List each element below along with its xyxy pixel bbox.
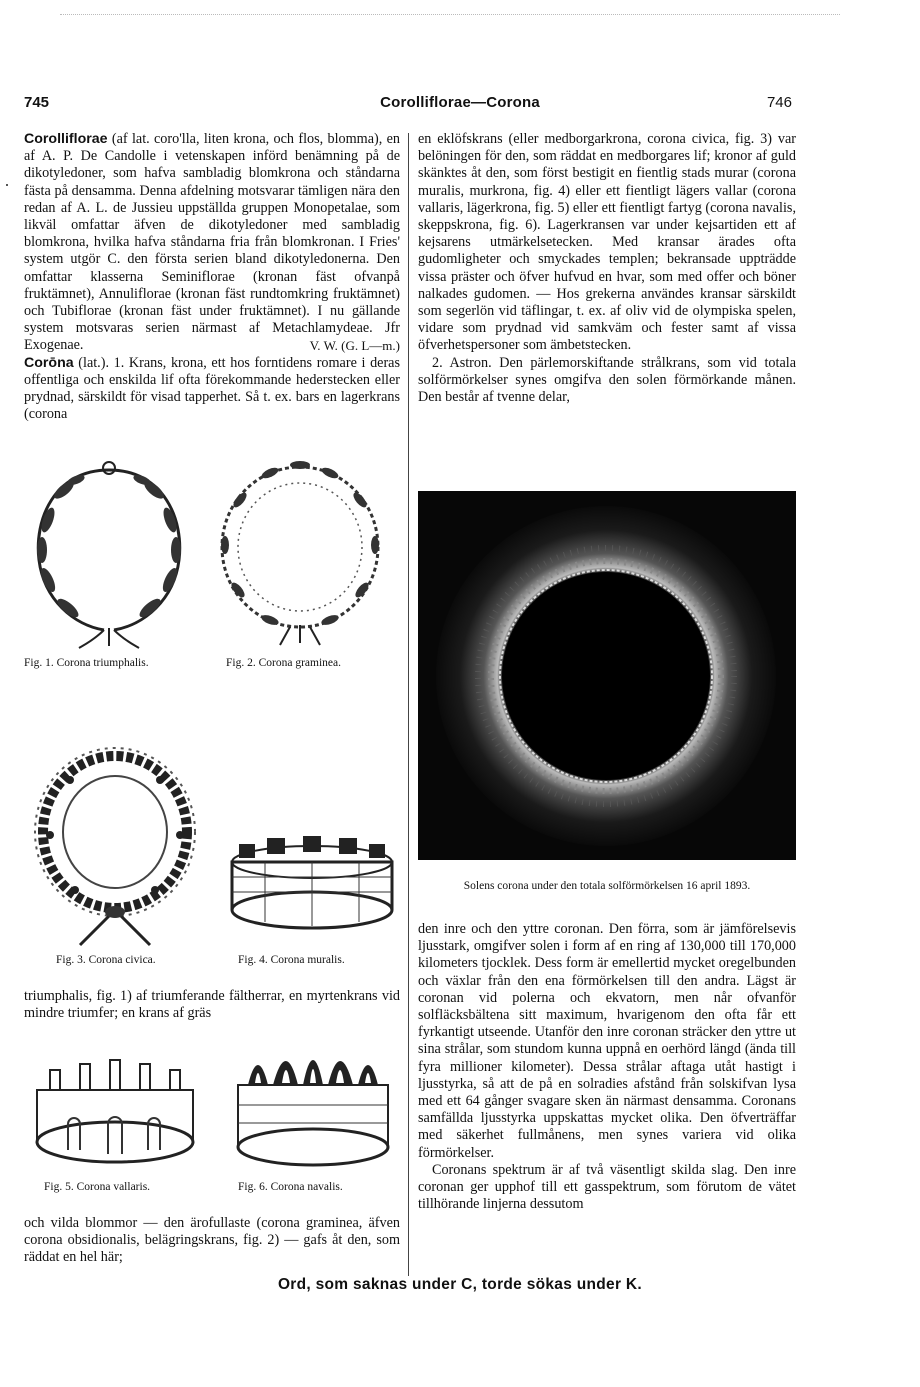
figure-corona-vallaris: [30, 1050, 200, 1170]
scan-speck: [6, 184, 8, 186]
author-signature: V. W. (G. L—m.): [309, 338, 400, 354]
entry-corona-graminea: [24, 1215, 400, 1267]
entry-text-spectrum: Coronans spektrum är af två väsentligt skilda slag. Den inre coronan ger upphof till ett gasspektrum, som förutom de vätet tillhörande linjerna dessutom: [418, 1161, 796, 1213]
entry-term: Corōna: [24, 354, 74, 371]
caption-fig2: Fig. 2. Corona graminea.: [226, 657, 341, 669]
entry-corolliflorae: [24, 131, 400, 423]
entry-text: (lat.). 1. Krans, krona, ett hos forntidens romare i deras offentliga och enskilda lif ofta förekommande hederstecken eller prydnad, särskildt för visad tapperhet. Så t. ex. bars en lagerkrans (corona: [24, 354, 400, 423]
figure-corona-triumphalis: [24, 450, 194, 650]
caption-fig1: Fig. 1. Corona triumphalis.: [24, 657, 149, 669]
caption-fig6: Fig. 6. Corona navalis.: [238, 1181, 343, 1193]
entry-corona-right-bottom: [418, 921, 796, 1213]
page-footer-note: Ord, som saknas under C, torde sökas under K.: [277, 1276, 643, 1293]
entry-corona-right-top: [418, 131, 796, 406]
entry-text: en eklöfskrans (eller medborgarkrona, corona civica, fig. 3) var belöningen för den, som räddat en medborgares lif; kronor af guld skänktes åt den, som först bestigit en fientlig stads murar (corona muralis, murkrona, fig. 4) eller ett fientligt lägers vallar (corona vallaris, lägerkrona, fig. 5) eller ett fientligt fartyg (corona navalis, skeppskrona, fig. 6). Lagerkransen var under kejsartiden ett af kejsarens utmärkelsetecken. Med kransar ärades ofta gudomligheter och smyckades templen; bekransade uppträdde vissa präster och öfver hufvud en hvar, som med offer och böner nalkades gudomen. — Hos grekerna användes kransar särskildt som segerlön vid täflingar, t. ex. af oliv vid de olympiska spelen, vidare som prydnad vid samkväm och fester samt af vissa öfverhetspersoner som ämbetstecken.: [418, 131, 796, 354]
entry-term: Corolliflorae: [24, 131, 108, 147]
figure-corona-muralis: [225, 822, 400, 942]
left-page-number: 745: [24, 94, 50, 111]
eclipse-photograph: [418, 491, 796, 860]
caption-fig4: Fig. 4. Corona muralis.: [238, 954, 345, 966]
figure-corona-navalis: [228, 1035, 398, 1175]
figure-corona-civica: [30, 740, 200, 950]
entry-text: (af lat. coro'lla, liten krona, och flos, blomma), en af A. P. De Candolle i vetenskapen införd benämning på de dikotyledoner, som hafva sambladig blomkrona och ståndarna fästa på densamma. Denna afdelning motsvarar tämligen nära den redan af A. L. de Jussieu uppställda gruppen Monopetalae, som likväl omfattar äfven de dikotyledoner med sambladig blomkrona, hvilka hafva ståndarna fria från blomkronan. I Fries' system utgör C. den första serien bland dikotyledonerna. Den omfattar klasserna Seminiflorae (kronan fäst ofvanpå fruktämnet), Annuliflorae (kronan fäst rundtomkring fruktämnet) och Tubiflorae (kronan fäst under fruktämnet). I nu gällande system motsvaras serien närmast af Metachlamydeae. Jfr Exogenae.: [24, 131, 400, 354]
caption-eclipse: Solens corona under den totala solförmörkelsen 16 april 1893.: [463, 880, 751, 892]
entry-corona-triumphalis: [24, 988, 400, 1022]
column-divider: [408, 133, 409, 1276]
entry-text: den inre och den yttre coronan. Den förra, som är jämförelsevis ljusstark, omgifver solen i form af en ring af 130,000 till 170,000 kilometers tjocklek. Dess form är emellertid mycket oregelbunden och växlar från den ena förmörkelsen till den andra. Lägst är coronan vid polerna och ekvatorn, men når ofvanför solfläcksbältena sitt maximum, hvarigenom den ofta får ett fyrkantigt utseende. Utanför den inre coronan sträcker den yttre ut sina strålar, som stundom kunna uppnå en oerhörd längd (ända till fyra millioner kilometer). Dessa strålar aftaga utåt hastigt i ljusstyrka, så att de på en solradies afstånd från solskifvan lysa med ett 64 gånger svagare sken än närmast densamma. Coronans samfällda ljusstyrka uppskattas mycket olika. Den öfverträffar med säkerhet fullmånens, men synes variera vid olika förmörkelser.: [418, 921, 796, 1161]
right-page-number: 746: [766, 94, 792, 111]
figure-corona-graminea: [200, 445, 400, 650]
page-title: Corolliflorae—Corona: [380, 94, 540, 111]
entry-text: och vilda blommor — den ärofullaste (corona graminea, äfven corona obsidionalis, belägringskrans, fig. 2) — gafs åt den, som räddat en hel här;: [24, 1215, 400, 1266]
entry-text-astron: 2. Astron. Den pärlemorskiftande strålkrans, som vid totala solförmörkelser synes omgifva den solen förmörkande månen. Den består af tvenne delar,: [418, 354, 796, 406]
top-scan-edge: [60, 14, 840, 15]
caption-fig3: Fig. 3. Corona civica.: [56, 954, 156, 966]
caption-fig5: Fig. 5. Corona vallaris.: [44, 1181, 151, 1193]
entry-text: triumphalis, fig. 1) af triumferande fältherrar, en myrtenkrans vid mindre triumfer; en krans af gräs: [24, 988, 400, 1022]
